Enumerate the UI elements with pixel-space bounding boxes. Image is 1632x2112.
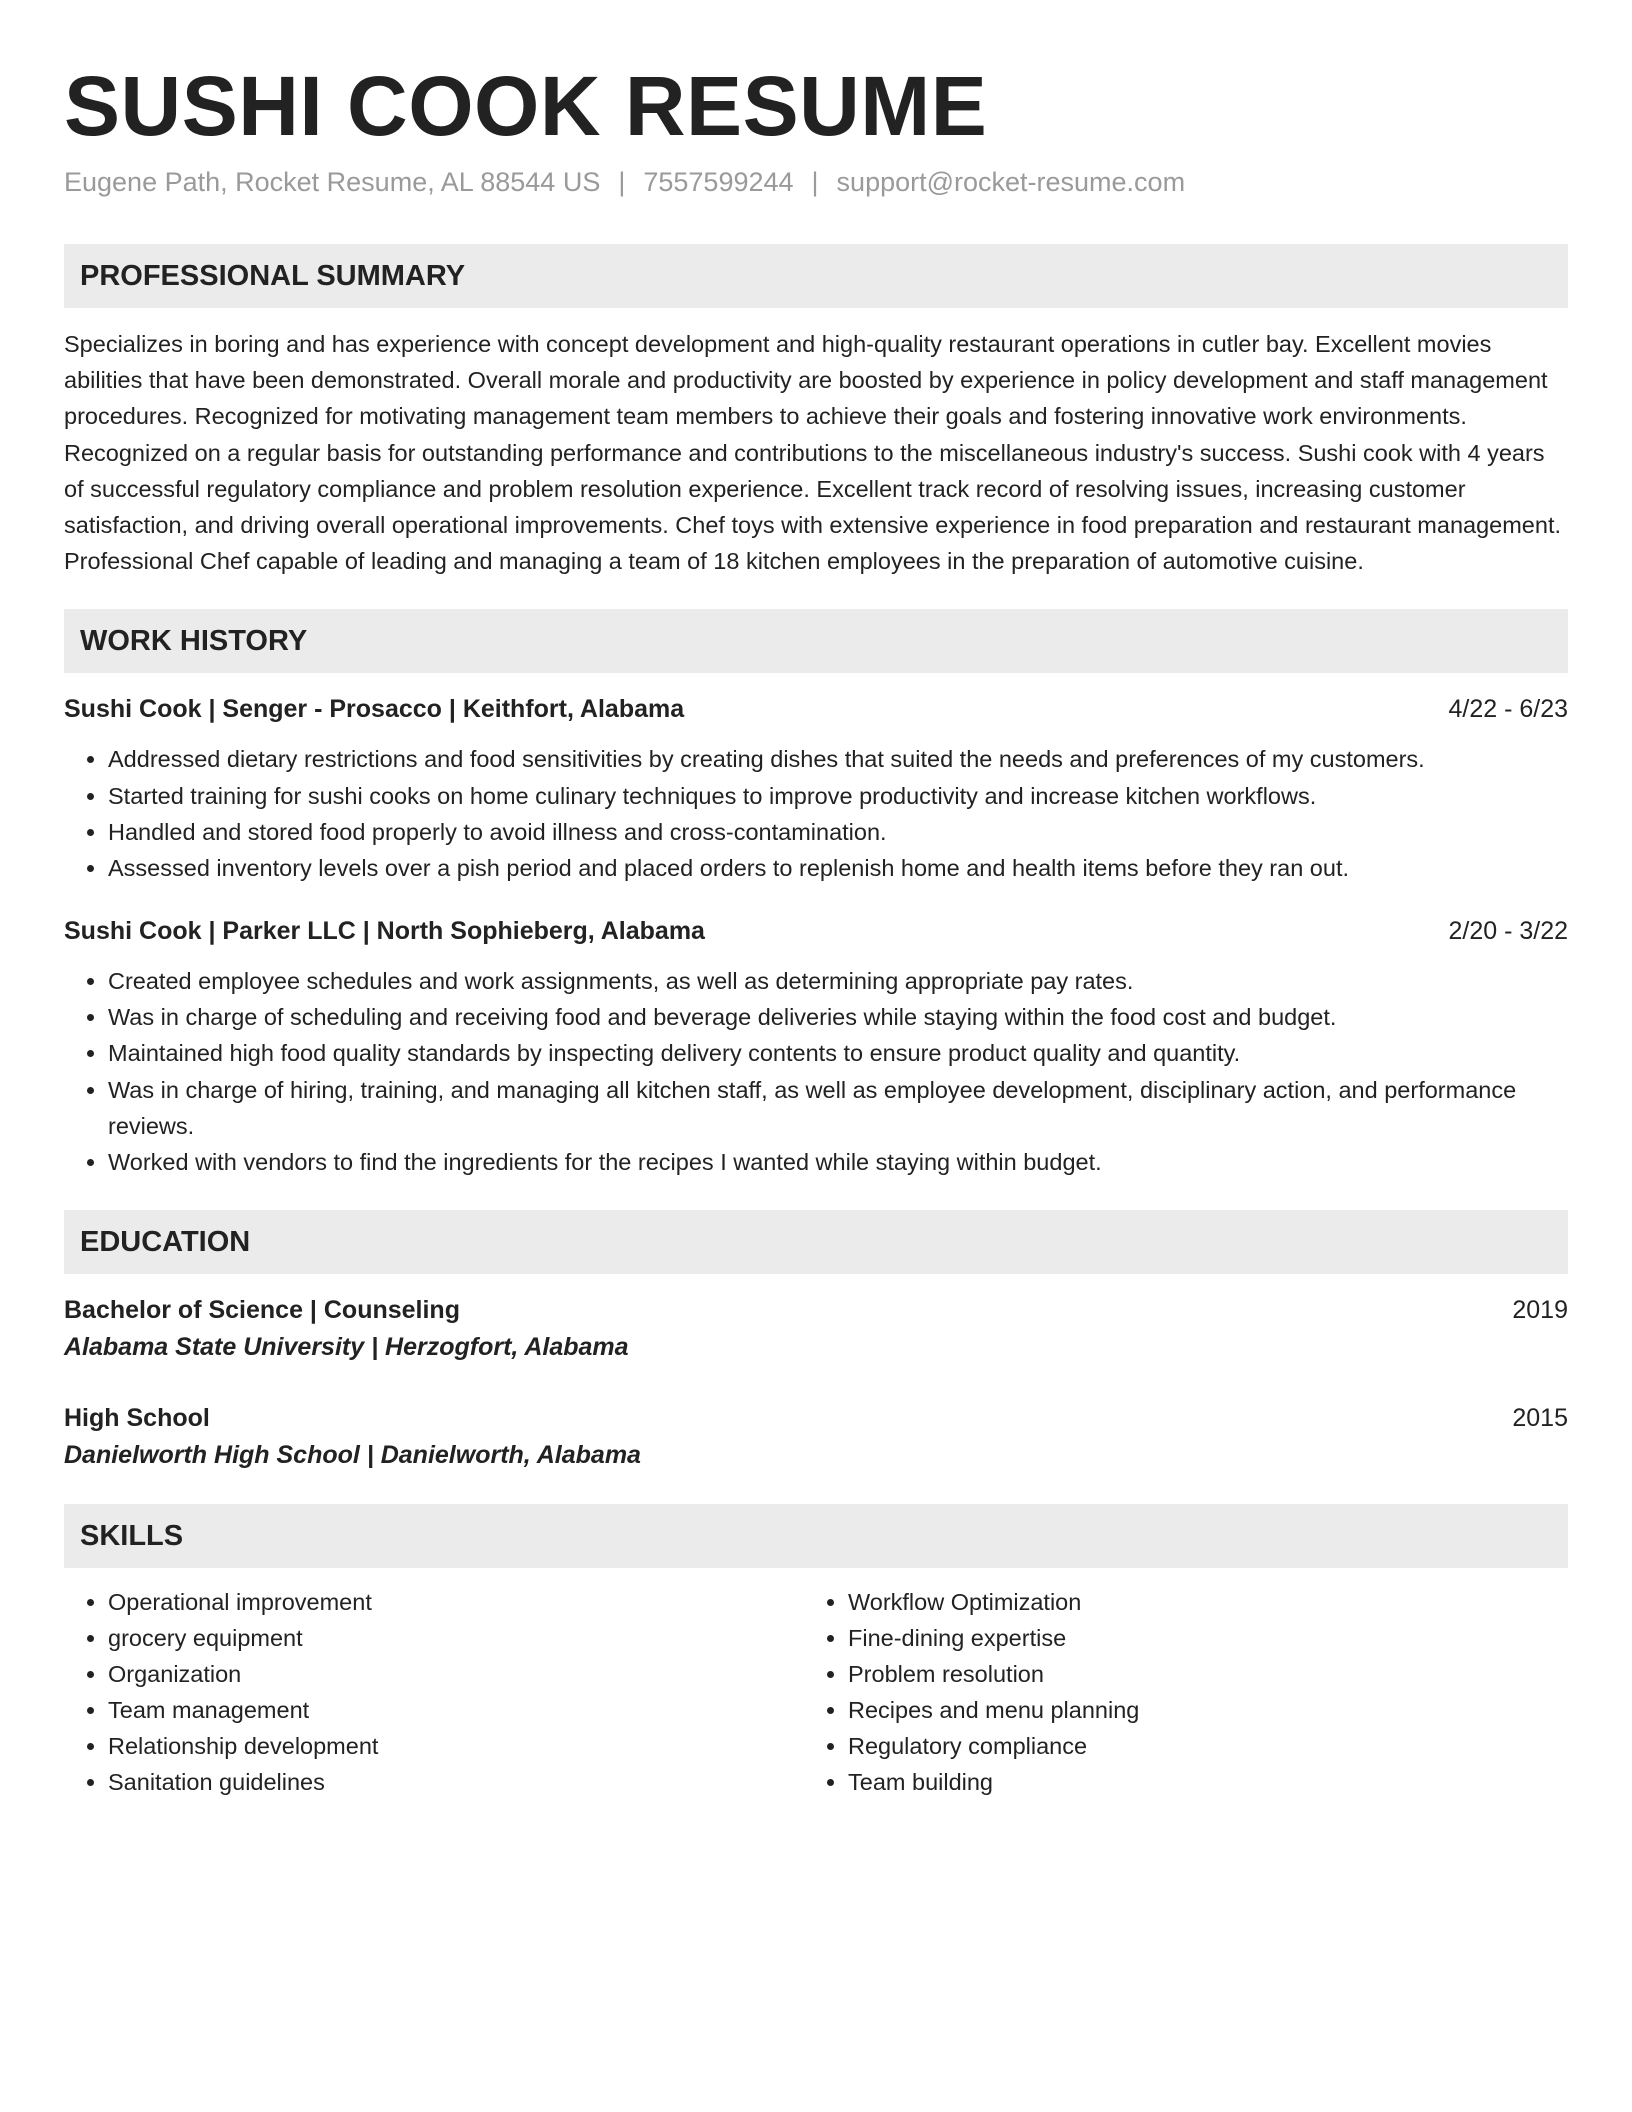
skill-item: • Relationship development	[108, 1728, 804, 1764]
job-duty: • Worked with vendors to find the ingredients for the recipes I wanted while staying within budget.	[108, 1144, 1568, 1180]
skill-item: • Regulatory compliance	[848, 1728, 1568, 1764]
job-title: Sushi Cook | Senger - Prosacco | Keithfort, Alabama	[64, 695, 685, 724]
job-header	[64, 691, 1568, 727]
education-entry	[64, 1400, 1568, 1474]
job-duty: • Handled and stored food properly to avoid illness and cross-contamination.	[108, 814, 1568, 850]
education-header	[64, 1292, 1568, 1328]
job-dates: 4/22 - 6/23	[1448, 695, 1568, 724]
job-duty: • Created employee schedules and work assignments, as well as determining appropriate pay rates.	[108, 963, 1568, 999]
job-duty: • Was in charge of hiring, training, and managing all kitchen staff, as well as employee development, disciplinary action, and performance reviews.	[108, 1072, 1568, 1145]
section-heading-summary: PROFESSIONAL SUMMARY	[64, 244, 1568, 308]
job-duty: • Assessed inventory levels over a pish period and placed orders to replenish home and health items before they ran out.	[108, 850, 1568, 886]
section-heading-skills: SKILLS	[64, 1504, 1568, 1568]
education-header	[64, 1400, 1568, 1436]
skill-item: • Team building	[848, 1764, 1568, 1800]
skills-list	[64, 1584, 1568, 1800]
job-entry	[64, 691, 1568, 886]
job-duty: • Addressed dietary restrictions and food sensitivities by creating dishes that suited the needs and preferences of my customers.	[108, 741, 1568, 777]
skill-item: • Organization	[108, 1656, 804, 1692]
job-duties	[64, 963, 1568, 1181]
skill-item: • Fine-dining expertise	[848, 1620, 1568, 1656]
skill-item: • grocery equipment	[108, 1620, 804, 1656]
job-duty: • Was in charge of scheduling and receiving food and beverage deliveries while staying within the food cost and budget.	[108, 999, 1568, 1035]
skill-item: • Problem resolution	[848, 1656, 1568, 1692]
job-duty: • Started training for sushi cooks on home culinary techniques to improve productivity and increase kitchen workflows.	[108, 778, 1568, 814]
job-title: Sushi Cook | Parker LLC | North Sophieberg, Alabama	[64, 916, 705, 945]
education-school: Alabama State University | Herzogfort, Alabama	[64, 1333, 629, 1362]
skill-item: • Team management	[108, 1692, 804, 1728]
section-heading-education: EDUCATION	[64, 1210, 1568, 1274]
contact-address: Eugene Path, Rocket Resume, AL 88544 US	[64, 167, 601, 197]
education-year: 2019	[1512, 1296, 1568, 1325]
skills-column-right	[804, 1584, 1568, 1800]
contact-separator: |	[618, 167, 626, 197]
education-school: Danielworth High School | Danielworth, Alabama	[64, 1441, 641, 1470]
job-dates: 2/20 - 3/22	[1448, 916, 1568, 945]
skill-item: • Recipes and menu planning	[848, 1692, 1568, 1728]
job-duty: • Maintained high food quality standards by inspecting delivery contents to ensure product quality and quantity.	[108, 1035, 1568, 1071]
job-header	[64, 913, 1568, 949]
skill-item: • Operational improvement	[108, 1584, 804, 1620]
contact-phone: 7557599244	[643, 167, 794, 197]
education-entry	[64, 1292, 1568, 1366]
contact-line	[64, 164, 1568, 200]
education-year: 2015	[1512, 1404, 1568, 1433]
summary-text: Specializes in boring and has experience with concept development and high-quality restaurant operations in cutler bay. Excellent movies abilities that have been demonstrated. Overall morale and productivity are boosted by experience in policy development and staff management procedures. Recognized for motivating management team members to achieve their goals and fostering innovative work environments. Recognized on a regular basis for outstanding performance and contributions to the miscellaneous industry's success. Sushi cook with 4 years of successful regulatory compliance and problem resolution experience. Excellent track record of resolving issues, increasing customer satisfaction, and driving overall operational improvements. Chef toys with extensive experience in food preparation and restaurant management. Professional Chef capable of leading and managing a team of 18 kitchen employees in the preparation of automotive cuisine.	[64, 331, 1562, 575]
contact-email: support@rocket-resume.com	[836, 167, 1186, 197]
education-degree: Bachelor of Science | Counseling	[64, 1296, 460, 1325]
job-entry	[64, 913, 1568, 1181]
section-heading-work-history: WORK HISTORY	[64, 609, 1568, 673]
skills-column-left	[64, 1584, 804, 1800]
skill-item: • Sanitation guidelines	[108, 1764, 804, 1800]
job-duties	[64, 741, 1568, 886]
contact-separator: |	[811, 167, 819, 197]
education-degree: High School	[64, 1404, 210, 1433]
skill-item: • Workflow Optimization	[848, 1584, 1568, 1620]
resume-title: SUSHI COOK RESUME	[64, 59, 988, 153]
